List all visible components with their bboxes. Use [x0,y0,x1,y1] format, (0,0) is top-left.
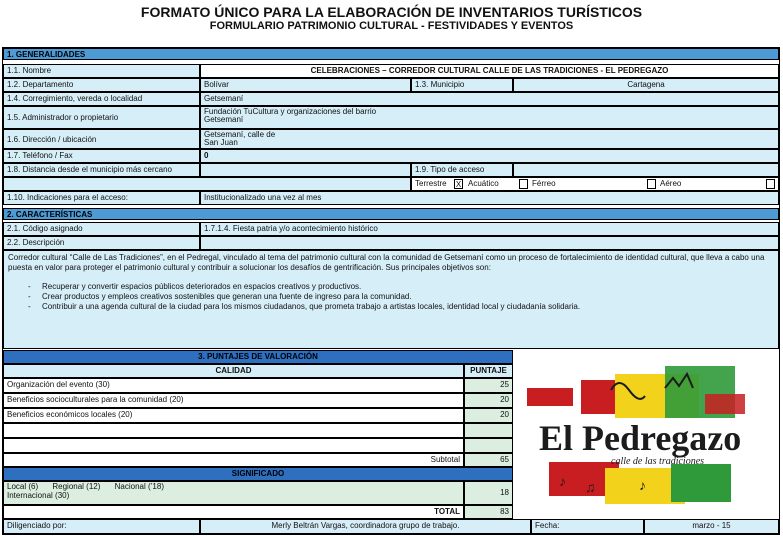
nacional-option: Nacional (’18) [114,482,164,491]
calidad-row-label: Organización del evento (30) [3,378,464,393]
calidad-row-value: 20 [464,408,513,423]
calidad-row-empty [3,438,464,453]
objetivo-item: - Recuperar y convertir espacios públicos deteriorados en espacios creativos y productivos. [8,282,774,292]
acceso-options [411,177,779,191]
objetivo-item: - Crear productos y empleos creativos sostenibles que generan una fuente de ingreso para la comunidad. [8,292,774,302]
internacional-option: Internacional (30) [7,490,70,500]
significado-value: 18 [464,481,513,505]
logo-red-block [527,388,573,406]
subtotal-value: 65 [464,453,513,467]
logo-tagline: calle de las tradiciones [611,456,705,467]
logo-green-block [671,464,731,502]
nombre-value: CELEBRACIONES – CORREDOR CULTURAL CALLE DE LAS TRADICIONES - EL PEDREGAZO [200,64,779,78]
descripcion-text [3,250,779,349]
form-title: FORMATO ÚNICO PARA LA ELABORACIÓN DE INVENTARIOS TURÍSTICOS [140,4,643,20]
direccion-label: 1.6. Dirección / ubicación [3,129,200,149]
local-option: Local (6) [7,482,39,491]
objetivo-item: - Contribuir a una agenda cultural de la ciudad para los mismos ciudadanos, que prometa trabajo a artistas locales, identidad local y ciudadanía solidaria. [8,302,774,312]
descripcion-label-blank [200,236,779,250]
regional-option: Regional (12) [52,482,101,491]
administrador-line-1: Fundación TuCultura y organizaciones del barrio [204,107,377,116]
descripcion-paragraph: Corredor cultural “Calle de Las Tradiciones”, en el Pedregal, vinculado al tema del patrimonio cultural con la comunidad de Getsemaní como un proceso de fortalecimiento de identidad cultural, que lleva a cabo una puesta en valor para proteger el patrimonio cultural y contribuir a solucionar los desafíos de gentrificación. Sus principales objetivos son: [8,253,765,272]
descripcion-label: 2.2. Descripción [3,236,200,250]
ferreo-label: Férreo [532,179,556,188]
administrador-label: 1.5. Administrador o propietario [3,106,200,129]
telefono-value: 0 [200,149,779,163]
logo-area [515,350,779,519]
significado-options [3,481,464,505]
administrador-value [200,106,779,129]
calidad-header: CALIDAD [3,364,464,378]
municipio-label: 1.3. Municipio [411,78,513,92]
form-subtitle: FORMULARIO PATRIMONIO CULTURAL - FESTIVIDADES Y EVENTOS [209,20,574,32]
diligenciado-label: Diligenciado por: [3,519,200,534]
section-puntajes: 3. PUNTAJES DE VALORACIÓN [3,350,513,364]
acuatico-checkbox[interactable] [519,179,528,189]
calidad-row-value: 20 [464,393,513,408]
telefono-label: 1.7. Teléfono / Fax [3,149,200,163]
significado-row [7,483,460,492]
diligenciado-value: Merly Beltrán Vargas, coordinadora grupo de trabajo. [200,519,531,534]
section-generalidades: 1. GENERALIDADES [3,48,779,60]
calidad-row-empty-value [464,423,513,438]
corregimiento-value: Getsemaní [200,92,779,106]
inventory-form [2,47,780,535]
subtotal-label: Subtotal [3,453,464,467]
acceso-label: 1.9. Tipo de acceso [411,163,513,177]
significado-header: SIGNIFICADO [3,467,513,481]
terrestre-checkbox[interactable]: X [455,180,462,189]
direccion-line-1: Getsemaní, calle de [204,130,276,139]
direccion-line-2: San Juan [204,138,238,148]
music-note-icon: ♫ [585,479,596,495]
total-value: 83 [464,505,513,519]
calidad-row-value: 25 [464,378,513,393]
calidad-row-empty [3,423,464,438]
distancia-value [200,163,411,177]
total-label: TOTAL [3,505,464,519]
music-note-icon: ♪ [639,477,646,493]
logo-title: El Pedregazo [539,418,742,458]
calidad-row-empty-value [464,438,513,453]
indicaciones-value: Institucionalizado una vez al mes [200,191,779,205]
objetivos-list [8,282,774,312]
corregimiento-label: 1.4. Corregimiento, vereda o localidad [3,92,200,106]
fecha-value: marzo - 15 [644,519,779,534]
codigo-label: 2.1. Código asignado [3,222,200,236]
acceso-blank [513,163,779,177]
indicaciones-label: 1.10. Indicaciones para el acceso: [3,191,200,205]
codigo-value: 1.7.1.4. Fiesta patria y/o acontecimiento histórico [200,222,779,236]
ferreo-checkbox[interactable] [647,179,656,189]
acceso-row-blank [3,177,411,191]
direccion-value [200,129,779,149]
nombre-label: 1.1. Nombre [3,64,200,78]
logo-red-block [705,394,745,414]
terrestre-label: Terrestre [415,179,447,188]
music-note-icon: ♪ [559,473,566,489]
acuatico-label: Acuático [468,179,499,188]
el-pedregazo-logo [515,350,779,519]
aereo-label: Aéreo [660,179,682,188]
section-caracteristicas: 2. CARACTERÍSTICAS [3,208,779,220]
fecha-label: Fecha: [531,519,644,534]
departamento-label: 1.2. Departamento [3,78,200,92]
distancia-label: 1.8. Distancia desde el municipio más cercano [3,163,200,177]
calidad-row-label: Beneficios socioculturales para la comunidad (20) [3,393,464,408]
administrador-line-2: Getsemaní [204,115,244,125]
calidad-row-label: Beneficios económicos locales (20) [3,408,464,423]
aereo-checkbox[interactable] [766,179,775,189]
departamento-value: Bolívar [200,78,411,92]
municipio-value: Cartagena [513,78,779,92]
puntaje-header: PUNTAJE [464,364,513,378]
